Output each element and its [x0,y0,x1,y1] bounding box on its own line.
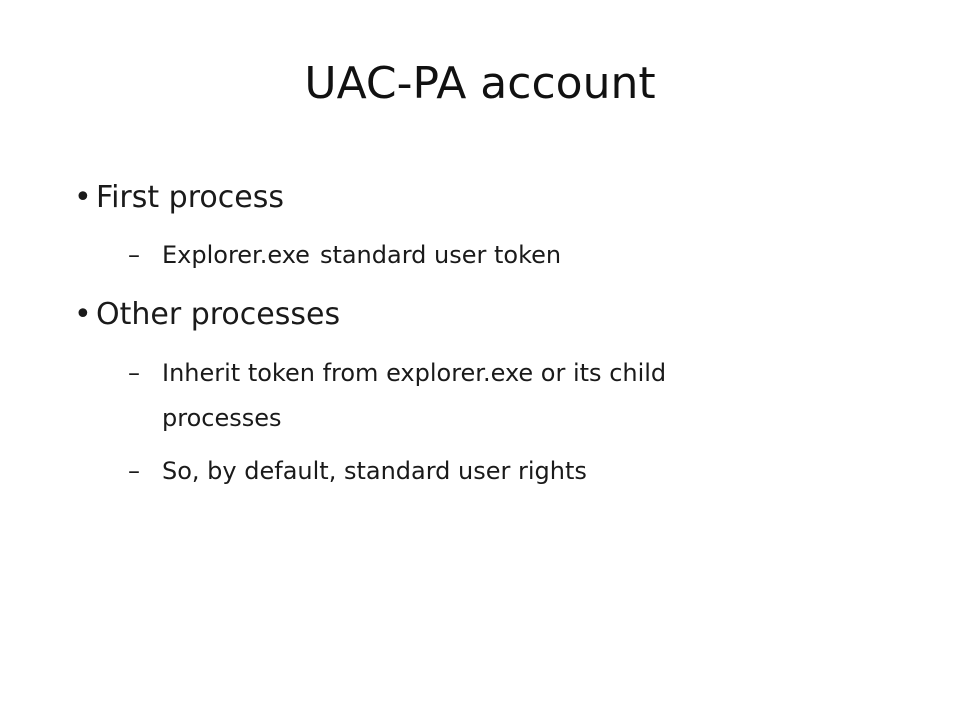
sub-bullet-text: So, by default, standard user rights [162,457,587,485]
sub-bullet-marker: – [128,241,140,269]
sub-bullet-text-part2: standard user token [319,241,562,269]
bullet-marker: • [74,297,92,332]
sub-bullet-text-wrap: processes [162,404,282,432]
slide-title: UAC-PA account [304,58,656,109]
bullet-text: First process [96,180,284,215]
sub-bullet-marker: – [128,457,140,485]
bullet-marker: • [74,180,92,215]
bullet-text: Other processes [96,297,341,332]
sub-bullet-text [162,240,561,271]
sub-bullet-text-part1: Explorer.exe [162,241,310,269]
sub-bullet-text: Inherit token from explorer.exe or its child [162,359,667,387]
sub-bullet-marker: – [128,359,140,387]
